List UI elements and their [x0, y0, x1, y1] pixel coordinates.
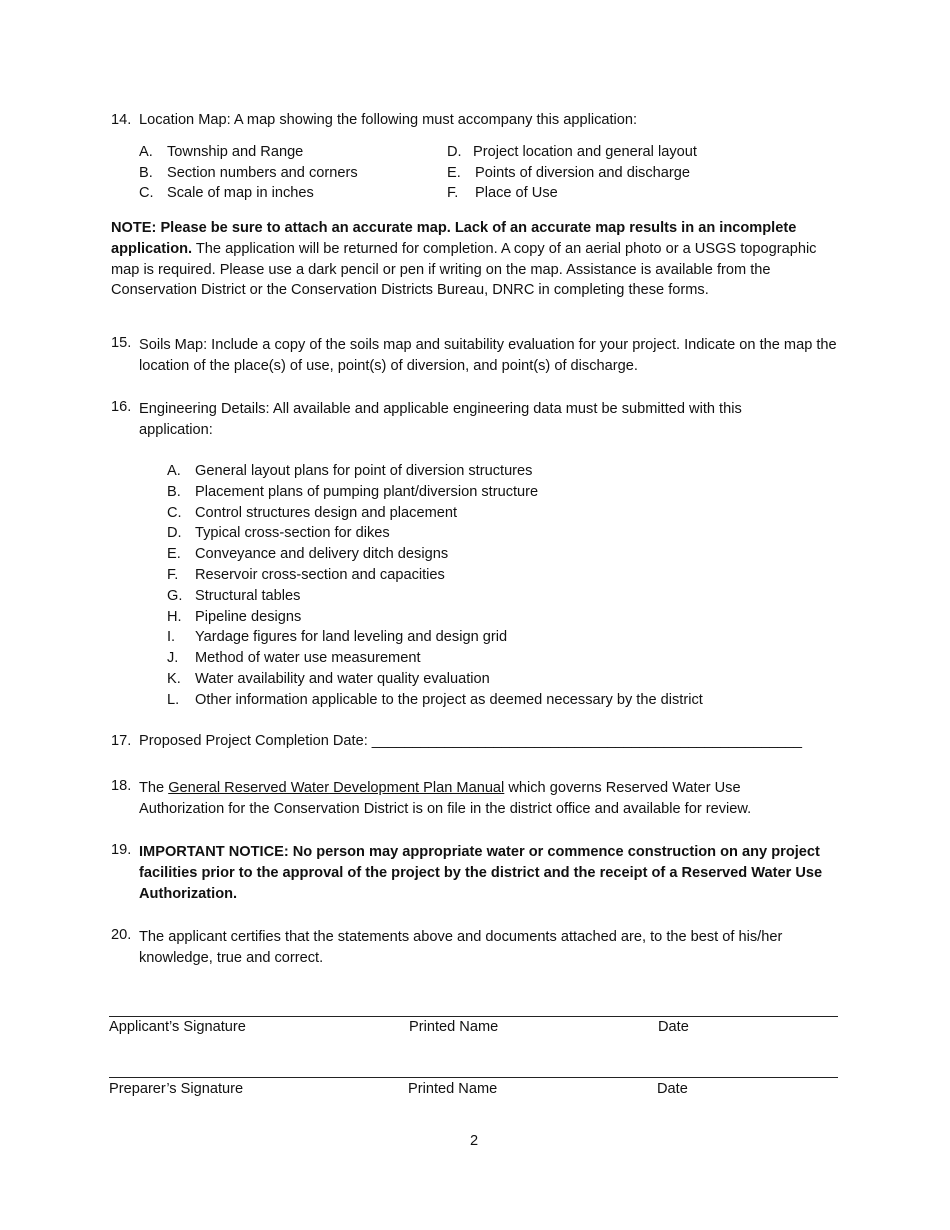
list-item — [167, 482, 703, 503]
list-text: Control structures design and placement — [195, 504, 458, 521]
list-text: Yardage figures for land leveling and design grid — [195, 629, 508, 646]
list-item — [167, 627, 703, 648]
list-text: Typical cross-section for dikes — [195, 525, 390, 542]
list-text: Method of water use measurement — [195, 650, 421, 667]
item-number: 14. — [111, 112, 132, 128]
list-item: Scale of map in inches — [167, 185, 314, 201]
item-text: Location Map: A map showing the following must accompany this application: — [139, 112, 638, 128]
list-item — [167, 669, 703, 690]
list-letter: D. — [167, 525, 182, 542]
list-item — [167, 565, 703, 586]
list-letter: E. — [167, 546, 181, 563]
list-item — [167, 586, 703, 607]
list-letter: G. — [167, 587, 183, 604]
note-paragraph — [111, 218, 841, 301]
list-item — [167, 607, 703, 628]
list-letter: F. — [447, 185, 459, 201]
preparer-signature-line[interactable] — [109, 1077, 838, 1078]
list-letter: A. — [139, 144, 153, 160]
preparer-date-label: Date — [657, 1081, 688, 1097]
list-item — [167, 690, 703, 711]
list-item — [167, 503, 703, 524]
applicant-signature-line[interactable] — [109, 1016, 838, 1017]
list-text: Reservoir cross-section and capacities — [195, 566, 445, 583]
important-notice: IMPORTANT NOTICE: No person may appropriate water or commence construction on any project facilities prior to the approval of the project by the district and the receipt of a Reserved Water Use Authorization. — [139, 844, 823, 902]
item-text: Engineering Details: All available and applicable engineering data must be submitted with this application: — [139, 401, 742, 438]
item-number: 18. — [111, 778, 132, 794]
list-letter: C. — [139, 185, 154, 201]
item-number: 20. — [111, 927, 132, 943]
list-letter: B. — [139, 165, 153, 181]
list-item: Project location and general layout — [473, 144, 697, 160]
item-text-pre: The — [139, 780, 169, 796]
list-text: Placement plans of pumping plant/diversion structure — [195, 483, 539, 500]
item-text: Soils Map: Include a copy of the soils map and suitability evaluation for your project. Indicate on the map the location of the place(s) of use, point(s) of diversion, and point(s) of discharge. — [139, 337, 837, 374]
list-text: General layout plans for point of diversion structures — [195, 463, 533, 479]
list-item — [167, 523, 703, 544]
list-item — [167, 648, 703, 669]
note-bold: NOTE: Please be sure to attach an accurate map. Lack of an accurate map results in an incomplete application. — [111, 220, 797, 257]
item-number: 16. — [111, 399, 132, 415]
list-item: Section numbers and corners — [167, 165, 358, 181]
list-letter: H. — [167, 608, 182, 625]
list-item — [167, 461, 703, 482]
list-item: Place of Use — [475, 185, 558, 201]
list-letter: K. — [167, 670, 181, 687]
plan-manual-link[interactable]: General Reserved Water Development Plan Manual — [168, 780, 505, 796]
list-letter: J. — [167, 650, 179, 667]
applicant-signature-label: Applicant’s Signature — [109, 1019, 246, 1035]
applicant-date-label: Date — [658, 1019, 689, 1035]
list-letter: B. — [167, 483, 181, 500]
list-text: Pipeline designs — [195, 608, 302, 625]
list-item: Township and Range — [167, 144, 304, 160]
list-item — [167, 544, 703, 565]
applicant-printed-name-label: Printed Name — [409, 1019, 499, 1035]
item-number: 17. — [111, 733, 132, 749]
completion-date-field[interactable]: Proposed Project Completion Date: _____________________________________________________ — [139, 733, 802, 749]
item-number: 19. — [111, 842, 132, 858]
engineering-list — [167, 461, 703, 711]
list-letter: L. — [167, 691, 180, 708]
list-text: Conveyance and delivery ditch designs — [195, 546, 449, 563]
list-letter: A. — [167, 463, 181, 479]
list-letter: E. — [447, 165, 461, 181]
list-letter: C. — [167, 504, 182, 521]
item-text — [139, 778, 829, 820]
list-letter: I. — [167, 629, 176, 646]
list-letter: D. — [447, 144, 462, 160]
item-text: The applicant certifies that the statements above and documents attached are, to the best of his/her knowledge, true and correct. — [139, 929, 783, 966]
list-text: Other information applicable to the project as deemed necessary by the district — [195, 691, 703, 708]
preparer-signature-label: Preparer’s Signature — [109, 1081, 244, 1097]
item-text-post: which governs Reserved Water Use Authorization for the Conservation District is on file in the district office and available for review. — [139, 780, 752, 817]
page-number: 2 — [470, 1133, 479, 1149]
list-item: Points of diversion and discharge — [475, 165, 690, 181]
list-text: Water availability and water quality evaluation — [195, 670, 490, 687]
note-rest: The application will be returned for completion. A copy of an aerial photo or a USGS topographic map is required. Please use a dark pencil or pen if writing on the map. Assistance is available from the Conservation District or the Conservation Districts Bureau, DNRC in completing these forms. — [111, 240, 817, 299]
list-letter: F. — [167, 566, 179, 583]
item-number: 15. — [111, 335, 132, 351]
list-text: Structural tables — [195, 587, 301, 604]
preparer-printed-name-label: Printed Name — [408, 1081, 498, 1097]
